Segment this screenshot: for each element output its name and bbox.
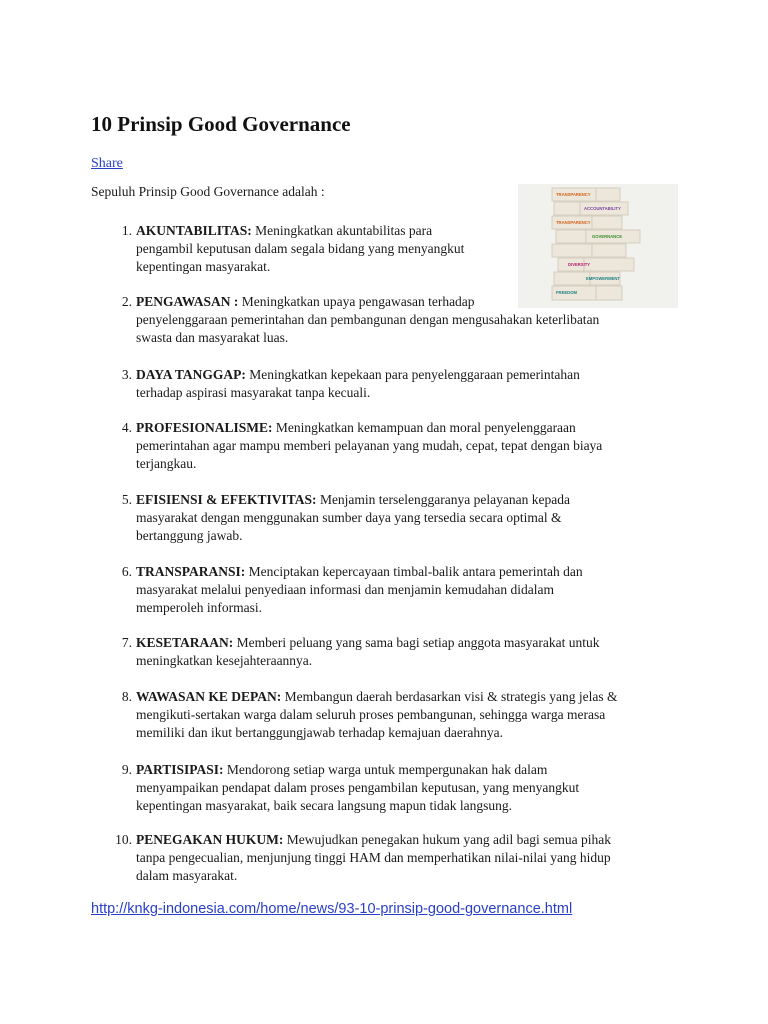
block-label: DIVERSITY	[568, 262, 591, 267]
list-item-description: Meningkatkan akuntabilitas para	[251, 223, 433, 238]
list-item-description: menyampaikan pendapat dalam proses pengambilan keputusan, yang menyangkut	[136, 780, 580, 795]
list-item-text	[136, 688, 618, 742]
list-item-description: pengambil keputusan dalam segala bidang yang menyangkut	[136, 241, 465, 256]
list-item-term: DAYA TANGGAP:	[136, 367, 246, 382]
tower-block	[552, 244, 592, 257]
list-item-line	[136, 688, 618, 706]
list-item-description: Meningkatkan kemampuan dan moral penyelenggaraan	[272, 420, 576, 435]
list-item-line	[136, 761, 579, 779]
list-item-line	[136, 240, 464, 258]
list-item-number: 9.	[121, 762, 132, 777]
tower-block	[554, 272, 590, 285]
list-item-description: swasta dan masyarakat luas.	[136, 330, 289, 345]
list-item-text	[136, 293, 599, 347]
list-item-description: Memberi peluang yang sama bagi setiap anggota masyarakat untuk	[233, 635, 600, 650]
list-item-line	[136, 724, 618, 742]
list-item-number: 10.	[115, 832, 132, 847]
list-item-line	[136, 867, 611, 885]
list-item-text	[136, 419, 602, 473]
list-item-line	[136, 222, 464, 240]
list-item-line	[136, 831, 611, 849]
tower-block	[584, 258, 634, 271]
list-item-description: bertanggung jawab.	[136, 528, 243, 543]
list-item-line	[136, 634, 600, 652]
list-item-text	[136, 366, 580, 402]
list-item-line	[136, 366, 580, 384]
list-item-line	[136, 563, 583, 581]
list-item-term: PENEGAKAN HUKUM:	[136, 832, 284, 847]
list-item-text	[136, 563, 583, 617]
list-item-description: Mendorong setiap warga untuk mempergunakan hak dalam	[223, 762, 548, 777]
block-label: TRANSPARENCY	[556, 220, 591, 225]
list-item-description: kepentingan masyarakat.	[136, 259, 271, 274]
block-label: EMPOWERMENT	[586, 276, 620, 281]
list-item-description: Meningkatkan upaya pengawasan terhadap	[238, 294, 475, 309]
list-item-description: memiliki dan ikut bertanggungjawab terhadap kemajuan daerahnya.	[136, 725, 503, 740]
list-item-description: masyarakat dengan menggunakan sumber daya yang tersedia secara optimal &	[136, 510, 562, 525]
list-item-text	[136, 761, 579, 815]
list-item-description: Meningkatkan kepekaan para penyelenggaraan pemerintahan	[245, 367, 580, 382]
list-item-description: Menjamin terselenggaranya pelayanan kepada	[316, 492, 570, 507]
list-item-line	[136, 849, 611, 867]
tower-block	[596, 286, 622, 300]
list-item-text	[136, 222, 464, 276]
list-item-line	[136, 258, 464, 276]
list-item-term: PENGAWASAN :	[136, 294, 239, 309]
block-label: ACCOUNTABILITY	[584, 206, 621, 211]
list-item-text	[136, 831, 611, 885]
list-item-number: 8.	[121, 689, 132, 704]
list-item-description: pemerintahan agar mampu memberi pelayanan yang mudah, cepat, tepat dengan biaya	[136, 438, 603, 453]
list-item-description: penyelenggaraan pemerintahan dan pembangunan dengan mengusahakan keterlibatan	[136, 312, 600, 327]
list-item-description: mengikuti-sertakan warga dalam seluruh proses pembangunan, sehingga warga merasa	[136, 707, 606, 722]
list-item-number: 3.	[121, 367, 132, 382]
list-item-line	[136, 437, 602, 455]
list-item-line	[136, 293, 599, 311]
list-item-number: 7.	[121, 635, 132, 650]
list-item-description: Menciptakan kepercayaan timbal-balik antara pemerintah dan	[245, 564, 583, 579]
list-item-line	[136, 581, 583, 599]
list-item-description: dalam masyarakat.	[136, 868, 238, 883]
list-item-number: 6.	[121, 564, 132, 579]
list-item-term: PROFESIONALISME:	[136, 420, 273, 435]
list-item-line	[136, 779, 579, 797]
list-item-line	[136, 797, 579, 815]
tower-block	[556, 230, 586, 243]
list-item-text	[136, 491, 570, 545]
block-label: GOVERNANCE	[592, 234, 623, 239]
list-item-description: meningkatkan kesejahteraannya.	[136, 653, 313, 668]
list-item-line	[136, 419, 602, 437]
list-item-line	[136, 599, 583, 617]
tower-block	[554, 202, 580, 215]
list-item-description: tanpa pengecualian, menjunjung tinggi HAM dan memperhatikan nilai-nilai yang hidup	[136, 850, 611, 865]
list-item-text	[136, 634, 600, 670]
source-link[interactable]: http://knkg-indonesia.com/home/news/93-10-prinsip-good-governance.html	[91, 901, 573, 917]
block-label: FREEDOM	[556, 290, 577, 295]
list-item-description: masyarakat melalui penyediaan informasi dan menjamin kemudahan didalam	[136, 582, 554, 597]
list-item-description: terjangkau.	[136, 456, 197, 471]
governance-blocks-image	[518, 184, 678, 308]
list-item-line	[136, 652, 600, 670]
list-item-term: EFISIENSI & EFEKTIVITAS:	[136, 492, 317, 507]
share-link[interactable]: Share	[91, 156, 123, 171]
list-item-term: PARTISIPASI:	[136, 762, 224, 777]
list-item-line	[136, 706, 618, 724]
block-label: TRANSPARENCY	[556, 192, 591, 197]
tower-block	[592, 216, 622, 229]
list-item-line	[136, 527, 570, 545]
list-item-description: kepentingan masyarakat, baik secara langsung mapun tidak langsung.	[136, 798, 513, 813]
list-item-term: KESETARAAN:	[136, 635, 234, 650]
list-item-term: AKUNTABILITAS:	[136, 223, 252, 238]
list-item-line	[136, 455, 602, 473]
tower-block	[596, 188, 620, 201]
tower-block	[592, 244, 626, 257]
list-item-term: TRANSPARANSI:	[136, 564, 246, 579]
list-item-line	[136, 311, 599, 329]
list-item-line	[136, 329, 599, 347]
list-item-description: memperoleh informasi.	[136, 600, 262, 615]
intro-text: Sepuluh Prinsip Good Governance adalah :	[91, 184, 325, 199]
list-item-line	[136, 491, 570, 509]
list-item-description: Membangun daerah berdasarkan visi & strategis yang jelas &	[281, 689, 618, 704]
list-item-term: WAWASAN KE DEPAN:	[136, 689, 282, 704]
list-item-number: 4.	[121, 420, 132, 435]
list-item-line	[136, 509, 570, 527]
list-item-description: Mewujudkan penegakan hukum yang adil bagi semua pihak	[283, 832, 612, 847]
list-item-description: terhadap aspirasi masyarakat tanpa kecuali.	[136, 385, 371, 400]
list-item-number: 5.	[121, 492, 132, 507]
page-title: 10 Prinsip Good Governance	[91, 112, 351, 136]
list-item-number: 2.	[121, 294, 132, 309]
list-item-number: 1.	[121, 223, 132, 238]
list-item-line	[136, 384, 580, 402]
